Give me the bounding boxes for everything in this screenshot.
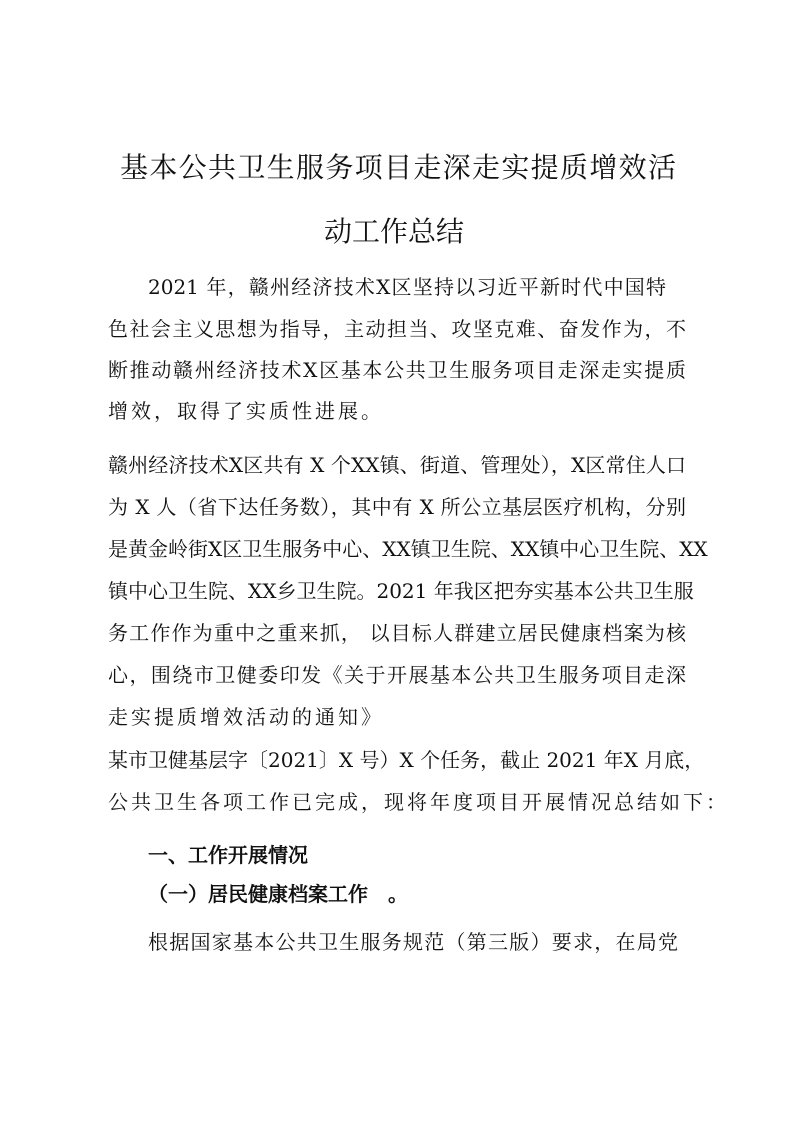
text-line: 是黄金岭街X区卫生服务中心、XX镇卫生院、XX镇中心卫生院、XX (108, 537, 708, 561)
text-line: 某市卫健基层字〔2021〕X 号）X 个任务，截止 2021 年X 月底， (108, 748, 705, 772)
text-line: 色社会主义思想为指导，主动担当、攻坚克难、奋发作为，不 (108, 317, 686, 341)
subsection-heading: （一）居民健康档案工作 。 (148, 882, 408, 906)
title-line: 基本公共卫生服务项目走深走实提质增效活 (120, 151, 676, 184)
text-line: 2021 年，赣州经济技术X区坚持以习近平新时代中国特 (148, 275, 666, 299)
text-line: 走实提质增效活动的通知》 (108, 705, 384, 729)
text-line: 赣州经济技术X区共有 X 个XX镇、街道、管理处），X区常住人口 (108, 453, 686, 477)
text-line: 镇中心卫生院、XX乡卫生院。2021 年我区把夯实基本公共卫生服 (108, 579, 694, 603)
text-line: 断推动赣州经济技术X区基本公共卫生服务项目走深走实提质 (108, 358, 686, 382)
text-line: 务工作作为重中之重来抓， 以目标人群建立居民健康档案为核 (108, 621, 686, 645)
text-line: 公共卫生各项工作已完成，现将年度项目开展情况总结如下： (108, 790, 729, 814)
text-line: 根据国家基本公共卫生服务规范（第三版）要求，在局党 (148, 930, 678, 954)
text-line: 为 X 人（省下达任务数），其中有 X 所公立基层医疗机构，分别 (108, 495, 686, 519)
text-line: 心，围绕市卫健委印发《关于开展基本公共卫生服务项目走深 (108, 663, 686, 687)
title-line: 动工作总结 (324, 215, 465, 248)
section-heading: 一、工作开展情况 (148, 843, 308, 867)
text-line: 增效，取得了实质性进展。 (108, 399, 384, 423)
